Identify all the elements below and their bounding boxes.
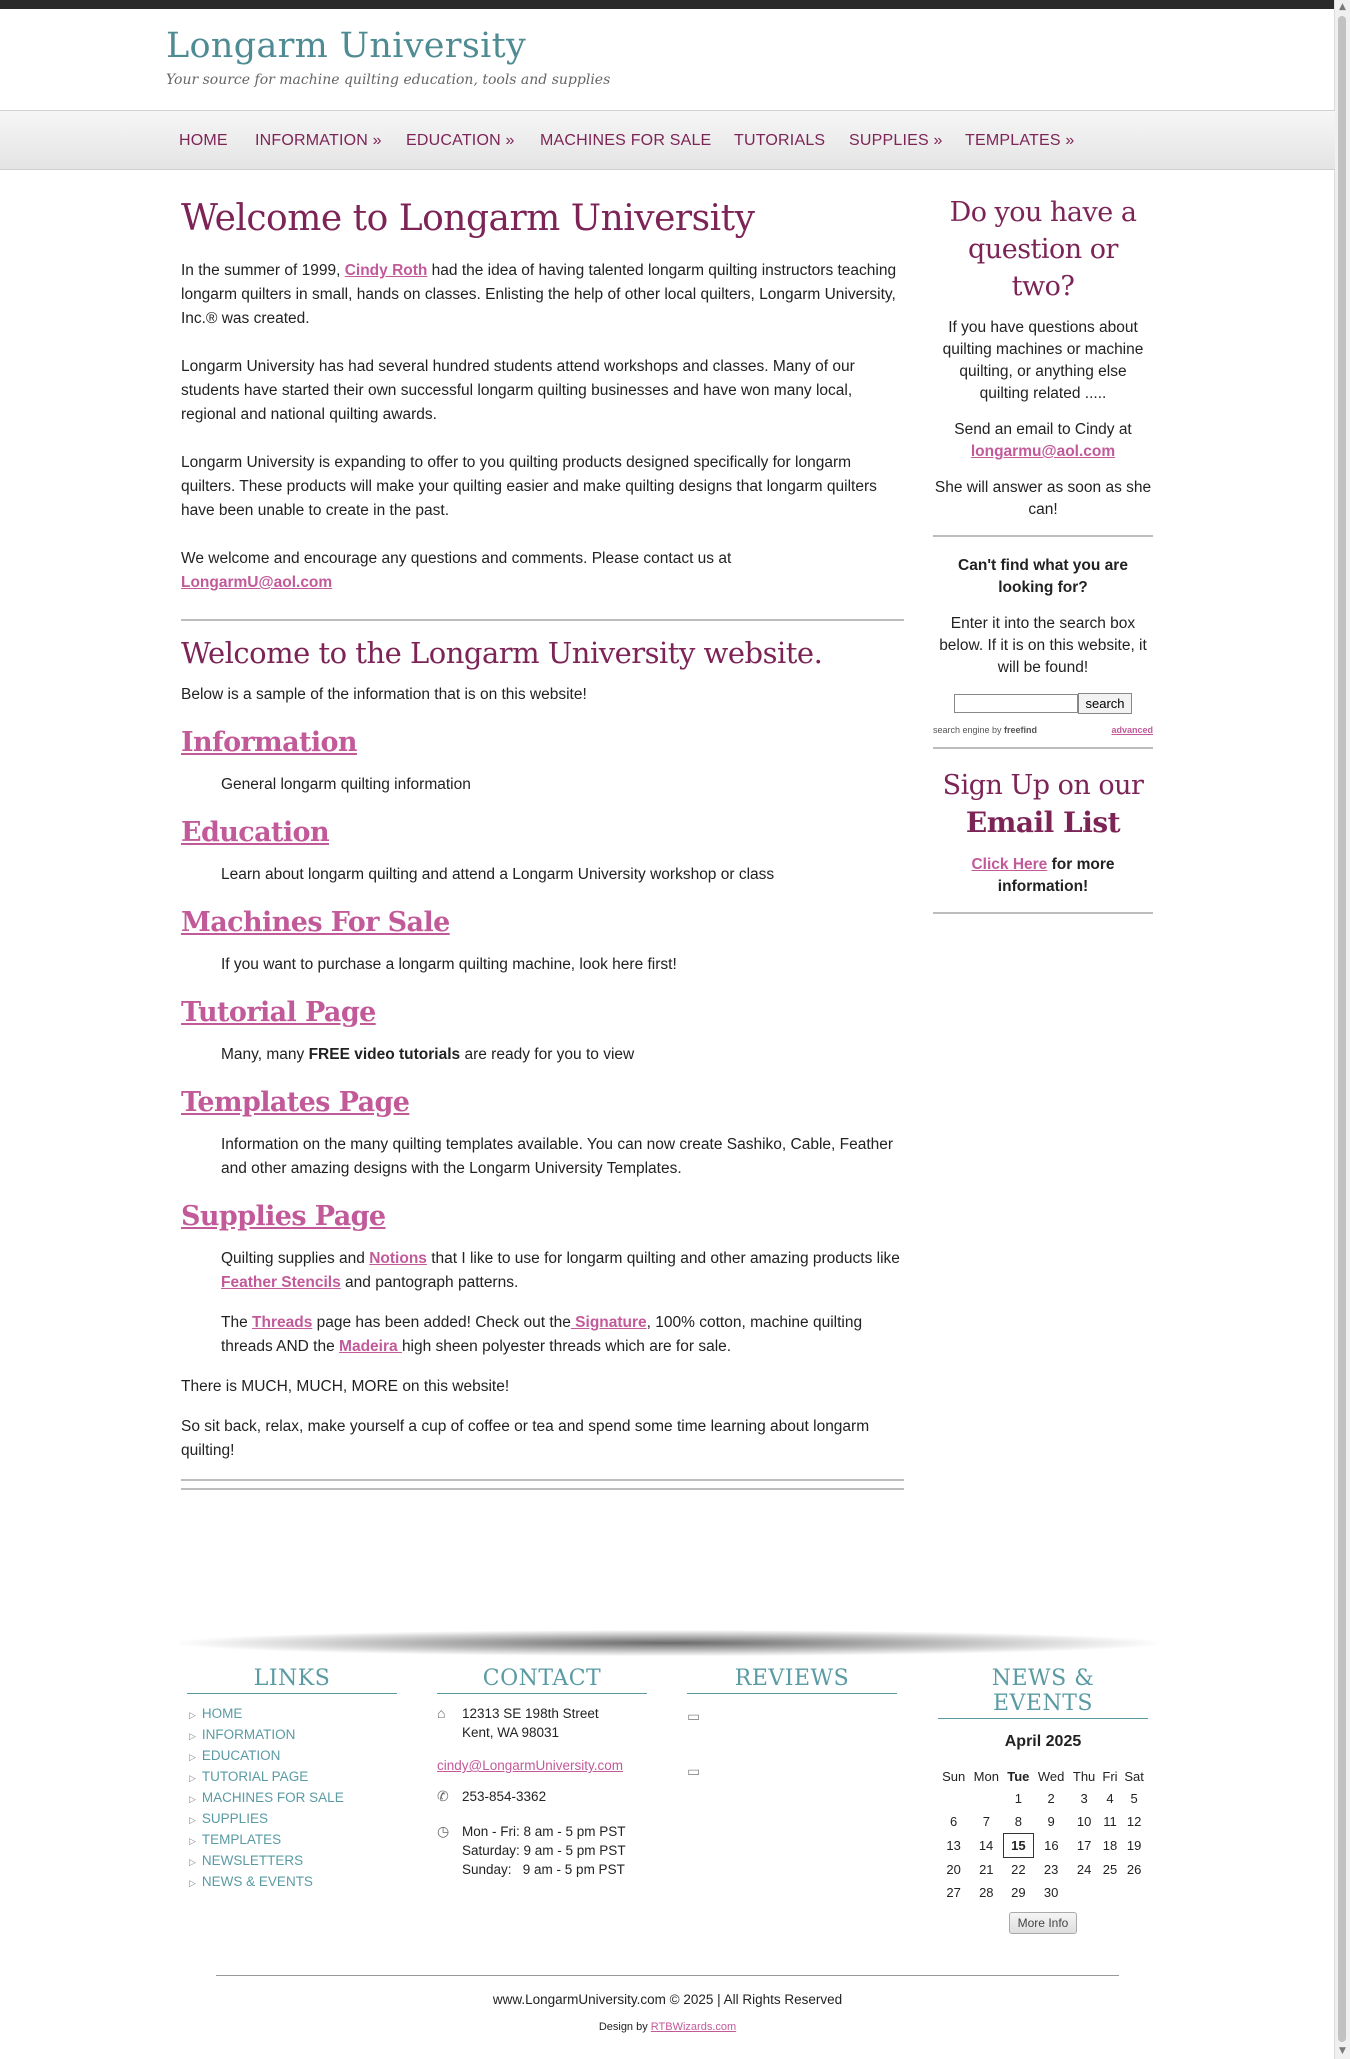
text: Send an email to Cindy at xyxy=(954,421,1132,438)
text: , 100% cotton, machine quilting threads AND the xyxy=(221,1314,863,1355)
notions-link[interactable]: Notions xyxy=(369,1250,427,1267)
divider xyxy=(933,912,1153,914)
text: high sheen polyester threads which are for sale. xyxy=(401,1338,732,1355)
threads-link[interactable]: Threads xyxy=(252,1314,313,1331)
search-engine-credit xyxy=(933,719,1037,741)
footer-shadow xyxy=(180,1630,1158,1656)
text: Many, many xyxy=(221,1046,309,1063)
footer-links-list xyxy=(189,1704,397,1893)
comment-icon: ▭ xyxy=(687,1708,701,1724)
calendar-day[interactable]: 1 xyxy=(1014,1791,1022,1806)
text: In the summer of 1999, xyxy=(181,262,345,279)
feather-stencils-link[interactable]: Feather Stencils xyxy=(221,1274,341,1291)
search-form xyxy=(933,693,1153,715)
bullet-icon: ▷ xyxy=(189,1773,196,1783)
bullet-icon: ▷ xyxy=(189,1731,196,1741)
contact-address xyxy=(437,1704,647,1742)
free-video-tutorials-text: FREE video tutorials xyxy=(308,1046,461,1063)
bullet-icon: ▷ xyxy=(189,1857,196,1867)
footer-link-newsletters[interactable] xyxy=(189,1851,397,1872)
text: SUPPLIES xyxy=(201,1811,268,1826)
machines-section-link[interactable]: Machines For Sale xyxy=(181,907,450,938)
calendar-week xyxy=(938,1834,1148,1858)
intro-paragraph-1 xyxy=(181,259,904,331)
footer-links-column xyxy=(187,1666,397,1893)
footer-link-machines-for-sale[interactable] xyxy=(189,1788,397,1809)
scroll-down-arrow-icon[interactable]: ▼ xyxy=(1339,2046,1346,2056)
cant-find-text: Can't find what you are looking for? xyxy=(958,557,1128,596)
site-title[interactable]: Longarm University xyxy=(166,26,527,66)
calendar-day[interactable]: 15 xyxy=(1003,1834,1033,1858)
scrollbar-thumb[interactable] xyxy=(1338,16,1346,2042)
signup-heading xyxy=(933,767,1153,842)
text: for more information! xyxy=(997,856,1115,895)
calendar-day-header: Fri xyxy=(1102,1768,1118,1784)
calendar-day-header: Sun xyxy=(942,1768,966,1784)
calendar-day xyxy=(969,1787,1003,1810)
information-section-link[interactable]: Information xyxy=(181,727,357,758)
nav-education[interactable]: EDUCATION » xyxy=(406,132,515,149)
answer-text: She will answer as soon as she can! xyxy=(934,479,1152,518)
supplies-description xyxy=(221,1247,904,1295)
calendar-week xyxy=(938,1858,1148,1882)
sample-intro: Below is a sample of the information that is on this website! xyxy=(181,686,587,703)
text: NEWSLETTERS xyxy=(201,1853,304,1868)
divider xyxy=(933,747,1153,749)
calendar-day[interactable]: 23 xyxy=(1043,1861,1059,1877)
contact-paragraph xyxy=(181,547,904,595)
calendar-day[interactable]: 19 xyxy=(1126,1838,1142,1853)
search-button[interactable]: search xyxy=(1078,693,1131,714)
calendar-day-header: Sat xyxy=(1124,1768,1144,1784)
text: that I like to use for longarm quilting and other amazing products like xyxy=(426,1250,900,1267)
calendar-day[interactable]: 2 xyxy=(1047,1791,1055,1806)
contact-hours xyxy=(437,1822,647,1879)
click-here-link[interactable]: Click Here xyxy=(971,856,1048,873)
calendar-week xyxy=(938,1810,1148,1834)
vertical-scrollbar[interactable] xyxy=(1334,0,1350,2059)
text: EDUCATION xyxy=(201,1748,281,1763)
reviews-title: REVIEWS xyxy=(687,1666,897,1694)
text: Quilting supplies and xyxy=(221,1250,370,1267)
nav-home[interactable]: HOME xyxy=(179,132,228,149)
text: Saturday: 9 am - 5 pm PST xyxy=(462,1843,626,1858)
sidebar-email-link[interactable]: longarmu@aol.com xyxy=(970,443,1116,460)
send-email-text xyxy=(933,419,1153,463)
text: Sign Up on our xyxy=(942,770,1144,801)
contact-title: CONTACT xyxy=(437,1666,647,1694)
footer-reviews-column xyxy=(687,1666,897,1780)
bullet-icon: ▷ xyxy=(189,1752,196,1762)
text: HOME xyxy=(201,1706,243,1721)
text: page has been added! Check out the xyxy=(312,1314,571,1331)
calendar-day[interactable]: 26 xyxy=(1126,1861,1142,1877)
text: INFORMATION xyxy=(201,1727,296,1742)
clock-icon: ◷ xyxy=(437,1823,450,1839)
text: MACHINES FOR SALE xyxy=(201,1790,344,1805)
footer-link-tutorial-page[interactable] xyxy=(189,1767,397,1788)
text: had the idea of having talented longarm quilting instructors teaching longarm quilters in small, hands on classes. Enlisting the help of other local quilters, Longarm University, Inc.® was created. xyxy=(181,262,897,327)
text: Design by xyxy=(598,2021,651,2033)
tutorial-description xyxy=(221,1043,904,1067)
calendar-day[interactable]: 14 xyxy=(978,1838,994,1853)
advanced-search-link[interactable]: advanced xyxy=(1111,725,1153,735)
page-title: Welcome to Longarm University xyxy=(181,198,755,239)
calendar-day[interactable]: 10 xyxy=(1076,1814,1092,1830)
education-description: Learn about longarm quilting and attend a Longarm University workshop or class xyxy=(221,866,775,883)
calendar-day xyxy=(1069,1881,1099,1904)
main-navigation xyxy=(0,110,1335,170)
calendar-day[interactable]: 5 xyxy=(1130,1791,1138,1806)
threads-description xyxy=(221,1311,904,1359)
footer-link-home[interactable] xyxy=(189,1704,397,1725)
scroll-up-arrow-icon[interactable]: ▲ xyxy=(1339,2,1346,12)
site-tagline: Your source for machine quilting education, tools and supplies xyxy=(166,72,611,88)
nav-templates[interactable]: TEMPLATES » xyxy=(965,132,1075,149)
calendar-day[interactable]: 18 xyxy=(1102,1838,1118,1853)
calendar-day[interactable]: 16 xyxy=(1044,1838,1059,1853)
text: Mon - Fri: 8 am - 5 pm PST xyxy=(462,1824,626,1839)
calendar-week xyxy=(938,1787,1148,1810)
search-input[interactable] xyxy=(954,694,1078,713)
text: Sunday: 9 am - 5 pm PST xyxy=(462,1862,625,1877)
calendar xyxy=(938,1765,1148,1904)
supplies-section-link[interactable]: Supplies Page xyxy=(181,1201,386,1232)
links-title: LINKS xyxy=(187,1666,397,1694)
bullet-icon: ▷ xyxy=(189,1836,196,1846)
more-info-button[interactable]: More Info xyxy=(1009,1912,1077,1934)
divider xyxy=(181,619,904,621)
calendar-day[interactable]: 7 xyxy=(982,1814,990,1830)
calendar-day xyxy=(938,1787,969,1810)
signup-text xyxy=(933,854,1153,898)
calendar-day[interactable]: 22 xyxy=(1011,1862,1026,1877)
calendar-day[interactable]: 17 xyxy=(1076,1838,1092,1853)
text: are ready for you to view xyxy=(460,1046,635,1063)
calendar-day[interactable]: 11 xyxy=(1103,1814,1117,1830)
footer-news-column xyxy=(938,1666,1148,1934)
top-bar xyxy=(0,0,1335,9)
text: TEMPLATES xyxy=(201,1832,282,1847)
text: TUTORIAL PAGE xyxy=(201,1769,309,1784)
footer-link-information[interactable] xyxy=(189,1725,397,1746)
contact-email-link[interactable]: LongarmU@aol.com xyxy=(181,574,333,591)
calendar-day[interactable]: 20 xyxy=(946,1861,961,1877)
bullet-icon: ▷ xyxy=(189,1815,196,1825)
main-content xyxy=(181,195,904,1490)
calendar-day[interactable]: 12 xyxy=(1126,1814,1142,1830)
text: 12313 SE 198th Street xyxy=(462,1706,599,1721)
calendar-day[interactable]: 30 xyxy=(1043,1885,1059,1900)
phone-icon: ✆ xyxy=(437,1788,449,1804)
design-credit xyxy=(0,2021,1335,2033)
text: Kent, WA 98031 xyxy=(462,1725,560,1740)
nav-information[interactable]: INFORMATION » xyxy=(255,132,382,149)
calendar-day[interactable]: 25 xyxy=(1102,1861,1118,1877)
intro-paragraph-3: Longarm University is expanding to offer to you quilting products designed specifically for longarm quilters. These products will make your quilting easier and make quilting designs that longarm quilters have been unable to create in the past. xyxy=(181,454,877,519)
closing-text: So sit back, relax, make yourself a cup of coffee or tea and spend some time learning about longarm quilting! xyxy=(181,1418,870,1459)
more-text: There is MUCH, MUCH, MORE on this website! xyxy=(181,1378,510,1395)
text: search engine by xyxy=(933,725,1005,735)
calendar-day[interactable]: 21 xyxy=(979,1861,994,1877)
calendar-day[interactable]: 29 xyxy=(1011,1885,1026,1900)
address-lines xyxy=(462,1704,599,1742)
home-icon: ⌂ xyxy=(437,1705,446,1721)
footer-link-news-events[interactable] xyxy=(189,1872,397,1893)
education-section-link[interactable]: Education xyxy=(181,817,329,848)
calendar-day[interactable]: 28 xyxy=(979,1885,994,1900)
footer-email-link[interactable]: cindy@LongarmUniversity.com xyxy=(437,1758,624,1773)
calendar-day xyxy=(1121,1881,1148,1904)
calendar-day[interactable]: 27 xyxy=(946,1885,961,1900)
footer-divider xyxy=(216,1975,1119,1976)
text: The xyxy=(221,1314,253,1331)
calendar-day[interactable]: 24 xyxy=(1076,1861,1092,1877)
designer-link[interactable]: RTBWizards.com xyxy=(650,2021,737,2033)
nav-tutorials[interactable]: TUTORIALS xyxy=(734,132,826,149)
calendar-day[interactable]: 6 xyxy=(950,1814,958,1830)
question-text: If you have questions about quilting machines or machine quilting, or anything else quilting related ..... xyxy=(942,319,1144,402)
machines-description: If you want to purchase a longarm quilting machine, look here first! xyxy=(221,956,677,973)
calendar-day-header: Wed xyxy=(1037,1768,1065,1784)
cindy-roth-link[interactable]: Cindy Roth xyxy=(344,262,428,279)
enter-search-text: Enter it into the search box below. If it is on this website, it will be found! xyxy=(939,615,1147,676)
footer-link-templates[interactable] xyxy=(189,1830,397,1851)
calendar-week xyxy=(938,1881,1148,1904)
intro-paragraph-2: Longarm University has had several hundred students attend workshops and classes. Many of our students have started their own successful longarm quilting businesses and have won many local, regional and national quilting awards. xyxy=(181,358,855,423)
calendar-day[interactable]: 4 xyxy=(1106,1791,1114,1806)
madeira-link[interactable]: Madeira xyxy=(339,1338,402,1355)
question-heading: Do you have a question or two? xyxy=(949,197,1137,302)
phone-number: 253-854-3362 xyxy=(462,1789,547,1804)
text: We welcome and encourage any questions and comments. Please contact us at xyxy=(181,550,732,567)
website-heading: Welcome to the Longarm University website. xyxy=(181,636,823,670)
calendar-day-header: Tue xyxy=(1007,1768,1030,1784)
sidebar xyxy=(933,190,1153,932)
calendar-day-header: Mon xyxy=(973,1768,999,1784)
double-divider xyxy=(181,1479,904,1490)
templates-description: Information on the many quilting templates available. You can now create Sashiko, Cable, Feather and other amazing designs with the Longarm University Templates. xyxy=(221,1136,894,1177)
bullet-icon: ▷ xyxy=(189,1794,196,1804)
email-list-title: Email List xyxy=(965,806,1121,839)
information-description: General longarm quilting information xyxy=(221,776,471,793)
footer-contact-column xyxy=(437,1666,647,1879)
freefind-label[interactable]: freefind xyxy=(1004,725,1038,735)
freefind-credit xyxy=(933,719,1153,741)
footer-link-education[interactable] xyxy=(189,1746,397,1767)
calendar-day[interactable]: 13 xyxy=(946,1838,961,1853)
templates-section-link[interactable]: Templates Page xyxy=(181,1087,410,1118)
comment-icon: ▭ xyxy=(687,1763,701,1779)
calendar-day[interactable]: 3 xyxy=(1080,1791,1088,1806)
nav-supplies[interactable]: SUPPLIES » xyxy=(849,132,943,149)
calendar-day-header: Thu xyxy=(1072,1768,1096,1784)
bullet-icon: ▷ xyxy=(189,1878,196,1888)
copyright: www.LongarmUniversity.com © 2025 | All Rights Reserved xyxy=(492,1992,843,2007)
divider xyxy=(933,535,1153,537)
calendar-day xyxy=(1099,1881,1120,1904)
tutorial-section-link[interactable]: Tutorial Page xyxy=(181,997,376,1028)
news-events-title: NEWS & EVENTS xyxy=(938,1666,1148,1719)
text: NEWS & EVENTS xyxy=(201,1874,313,1889)
calendar-day[interactable]: 8 xyxy=(1014,1814,1022,1829)
calendar-month: April 2025 xyxy=(1004,1733,1082,1750)
bullet-icon: ▷ xyxy=(189,1710,196,1720)
calendar-day[interactable]: 9 xyxy=(1047,1814,1055,1830)
signature-link[interactable]: Signature xyxy=(570,1314,647,1331)
footer-link-supplies[interactable] xyxy=(189,1809,397,1830)
nav-machines-for-sale[interactable]: MACHINES FOR SALE xyxy=(540,132,712,149)
contact-phone xyxy=(437,1787,647,1806)
text: and pantograph patterns. xyxy=(340,1274,519,1291)
hours-lines xyxy=(462,1822,626,1879)
